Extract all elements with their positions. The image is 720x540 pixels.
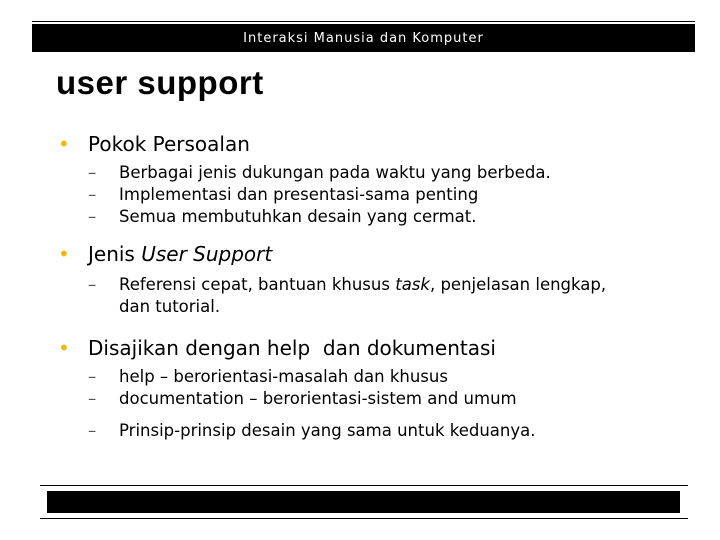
slide-content (58, 130, 708, 442)
sub-item (88, 388, 708, 410)
sub-item-text: documentation – berorientasi-sistem and umum (119, 389, 517, 408)
bullet-3 (58, 334, 708, 362)
dash-icon: – (88, 275, 97, 294)
sub-item-text: help – berorientasi-masalah dan khusus (119, 367, 448, 386)
sub-item (88, 420, 708, 442)
bullet-2 (58, 240, 708, 268)
bullet-2-subs (88, 274, 708, 318)
header-subtitle: Interaksi Manusia dan Komputer (243, 31, 484, 46)
header-bar (32, 24, 695, 52)
sub-item-text: Implementasi dan presentasi-sama penting (119, 185, 479, 204)
footer-bottom-rule (40, 518, 688, 519)
footer-top-rule (40, 485, 688, 486)
bullet-3-text: Disajikan dengan help dan dokumentasi (88, 336, 496, 360)
bullet-1-text: Pokok Persoalan (88, 132, 250, 156)
dash-icon: – (88, 389, 97, 408)
bullet-dot-icon: • (58, 132, 70, 156)
sub-item (88, 162, 708, 184)
dash-icon: – (88, 207, 97, 226)
sub-item (88, 206, 708, 228)
footer-bar (47, 491, 680, 513)
bullet-2-text-prefix: Jenis (88, 242, 142, 266)
sub-item (88, 274, 708, 318)
bullet-dot-icon: • (58, 242, 70, 266)
sub-item (88, 184, 708, 206)
slide-title: user support (56, 64, 264, 101)
sub-item-text: Semua membutuhkan desain yang cermat. (119, 207, 477, 226)
sub-item-text: Berbagai jenis dukungan pada waktu yang berbeda. (119, 163, 551, 182)
sub-item-italic: task (395, 275, 430, 294)
bullet-1 (58, 130, 708, 158)
sub-item (88, 366, 708, 388)
bullet-1-subs (88, 162, 708, 228)
dash-icon: – (88, 367, 97, 386)
header-top-rule (32, 21, 695, 22)
sub-item-text: Referensi cepat, bantuan khusus (119, 275, 396, 294)
dash-icon: – (88, 421, 97, 440)
bullet-2-text-italic: User Support (141, 242, 273, 266)
bullet-3-subs (88, 366, 708, 442)
bullet-dot-icon: • (58, 336, 70, 360)
sub-item-text: Prinsip-prinsip desain yang sama untuk keduanya. (119, 421, 536, 440)
sub-item-text-suffix: , penjelasan lengkap, (429, 275, 607, 294)
dash-icon: – (88, 163, 97, 182)
dash-icon: – (88, 185, 97, 204)
sub-item-text-line2: dan tutorial. (119, 297, 221, 316)
